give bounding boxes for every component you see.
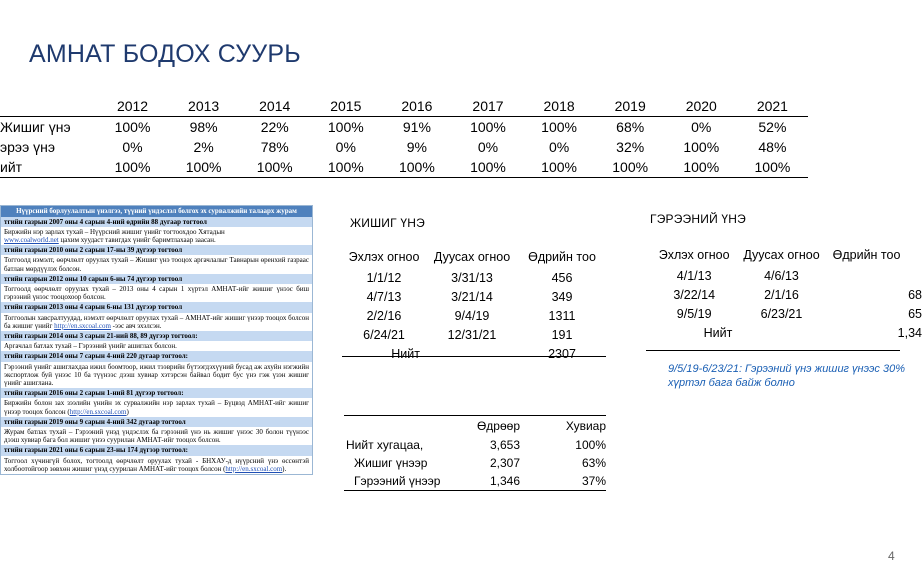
row-label: Жишиг үнээр <box>354 456 428 470</box>
legal-sources-panel <box>0 205 313 475</box>
year-header: 2020 <box>666 96 737 117</box>
pct-cell: 100% <box>452 157 523 178</box>
source-link[interactable]: http://en.sxcoal.com <box>69 407 127 416</box>
year-header: 2017 <box>452 96 523 117</box>
start-date: 2/2/16 <box>366 308 402 323</box>
legal-text: Биржийн нэр зарлах тухай – Нүүрсний жишиг үнийг тогтоохдоо Хятадын <box>4 227 225 236</box>
day-count <box>827 266 922 285</box>
pct-cell: 2% <box>193 139 214 155</box>
year-header: 2019 <box>595 96 666 117</box>
pct-cell: 0% <box>548 139 570 155</box>
year-header: 2016 <box>381 96 452 117</box>
source-link[interactable]: http://en.sxcoal.com <box>225 464 283 473</box>
table-row <box>342 306 606 325</box>
year-header: 2015 <box>310 96 381 117</box>
pct-cell: 68% <box>616 119 645 135</box>
table-row <box>342 287 606 306</box>
corner-cell <box>344 416 444 437</box>
total-label: Нийт <box>391 346 420 361</box>
pct-cell: 100% <box>97 157 168 178</box>
day-count: 68 <box>908 287 922 302</box>
legal-section-title: тгийн газрын 2007 оны 4 сарын 4-ний өдрийн 88 дугаар тогтоол <box>1 217 312 227</box>
gereenii-periods-table <box>652 244 922 342</box>
day-count: 1311 <box>548 308 576 323</box>
pct-cell: 37% <box>520 472 606 491</box>
legal-panel-header: Нүүрсний борлуулалтын үнэлгээ, түүний үндэслэл болгох эх сурвалжийн талаарх журам <box>1 206 312 217</box>
gereenii-bottom-rule <box>646 350 900 351</box>
table-row <box>344 472 606 491</box>
legal-section <box>1 274 312 303</box>
end-date: 12/31/21 <box>447 327 497 342</box>
legal-section-body: Тоггоолд нэмэлт, өөрчлөлт оруулах тухай – Жишиг үнэ тооцох аргачлалыг Тавнарын өренхий газраас батлан мөрдүүлэх болсон. <box>4 256 309 273</box>
table-row <box>0 137 808 157</box>
column-header: Өдрийн тоо <box>832 248 901 262</box>
row-label: Гэрээний үнээр <box>344 472 444 491</box>
empty-cell <box>736 323 826 342</box>
total-days: 2307 <box>548 346 576 361</box>
pct-cell: 22% <box>260 119 289 135</box>
legal-section-body: Аргачлал батлах тухай – Гэрээний үнийг ашиглах болсон. <box>4 342 177 351</box>
pct-cell: 100% <box>381 157 452 178</box>
legal-section-title: тгийн газрын 2014 оны 7 сарын 4-ний 220 дугаар тогтоол: <box>1 351 312 361</box>
start-date: 3/22/14 <box>673 287 716 302</box>
table-row <box>344 436 606 454</box>
day-count: 65 <box>908 306 922 321</box>
start-date: 6/24/21 <box>363 327 405 342</box>
gereenii-heading: ГЭРЭЭНИЙ ҮНЭ <box>650 212 746 226</box>
day-count: 349 <box>551 289 573 304</box>
day-count: 191 <box>551 327 573 342</box>
share-by-year-table <box>0 96 808 178</box>
legal-section <box>1 445 312 474</box>
end-date: 6/23/21 <box>760 306 803 321</box>
legal-section <box>1 331 312 351</box>
contract-price-note: 9/5/19-6/23/21: Гэрээний үнэ жишиг үнээс 30% хүртэл бага байж болно <box>668 363 905 389</box>
year-header: 2021 <box>737 96 808 117</box>
zhishig-bottom-rule <box>342 356 606 357</box>
legal-section <box>1 417 312 446</box>
pct-cell: 0% <box>477 139 499 155</box>
legal-section <box>1 245 312 274</box>
legal-text: -ээс авч эхэлсэн. <box>110 321 162 330</box>
legal-section-title: тгийн газрын 2010 оны 2 сарын 17-ны 39 дүгээр тогтоол <box>1 245 312 255</box>
pct-cell: 100% <box>595 157 666 178</box>
end-date: 3/21/14 <box>451 289 493 304</box>
end-date: 9/4/19 <box>454 308 490 323</box>
start-date: 4/1/13 <box>676 268 712 283</box>
empty-cell <box>426 344 518 363</box>
legal-section <box>1 388 312 417</box>
corner-cell <box>0 96 97 117</box>
column-header: Эхлэх огноо <box>348 250 420 264</box>
pct-cell: 0% <box>335 139 356 155</box>
legal-text: Биржийн болон зах зээлийн үнийн эх сурвалжийн нэр зарлах тухай – Бүцвэд АМНАТ-ийг жишиг үнээр тооцох болсон ( <box>4 399 309 416</box>
end-date: 3/31/13 <box>451 270 493 285</box>
days-cell: 1,346 <box>444 472 520 491</box>
table-row <box>342 325 606 344</box>
column-header: Өдрөөр <box>444 416 520 437</box>
legal-section-body: Тоггоолд өөрчлөлт оруулах тухай – 2013 оны 4 сарын 1 хүртэл АМНАТ-ийг жишиг үнээс биш гэрээний үнээс тооцохоор болсон. <box>4 284 309 302</box>
table-row <box>344 454 606 472</box>
year-header-row <box>0 96 808 117</box>
pct-cell: 100% <box>737 157 808 178</box>
row-label: Нийт хугацаа, <box>346 438 424 452</box>
pct-cell: 100% <box>575 438 606 452</box>
row-label: эрээ үнэ <box>0 139 55 155</box>
legal-text: цахим хуудаст тавигдах үнийг баримтлахаар заасан. <box>58 235 216 244</box>
legal-section-body <box>1 456 312 474</box>
pct-cell: 9% <box>406 139 427 155</box>
pct-cell: 100% <box>470 119 506 135</box>
pct-cell: 100% <box>168 157 239 178</box>
pct-cell: 100% <box>239 157 310 178</box>
legal-section-title: тгийн газрын 2014 оны 3 сарын 21-ний 88, 89 дүгээр тогтоол: <box>1 331 312 341</box>
pct-cell: 91% <box>402 119 431 135</box>
table-header-row <box>342 246 606 268</box>
row-label: Жишиг үнэ <box>0 119 71 135</box>
pct-cell: 100% <box>666 157 737 178</box>
legal-section-body <box>1 227 312 245</box>
year-header: 2013 <box>168 96 239 117</box>
legal-section-title: тгийн газрын 2016 оны 2 сарын 1-ний 81 дүгээр тогтоол: <box>1 388 312 398</box>
end-date: 2/1/16 <box>764 287 799 302</box>
start-date: 1/1/12 <box>366 270 402 285</box>
table-row <box>652 304 922 323</box>
zhishig-periods-table <box>342 246 606 363</box>
column-header: Дуусах огноо <box>743 248 820 262</box>
legal-text: ). <box>282 464 287 473</box>
day-count: 456 <box>551 270 573 285</box>
pct-cell: 0% <box>122 139 143 155</box>
pct-cell: 78% <box>260 139 289 155</box>
legal-section <box>1 217 312 246</box>
start-date: 9/5/19 <box>676 306 712 321</box>
row-label: ийт <box>0 157 97 178</box>
source-link[interactable]: http://en.sxcoal.com <box>54 321 111 330</box>
days-cell: 3,653 <box>489 438 520 452</box>
legal-section-body: Журам батлах тухай – Гэрээний үнэд үндэслэх ба гэрээний үнэ нь жишиг үнээс 30 болон түүнээс дээш хувиар бага бол жишиг үнээ суурилан АМНАТ-ийг тооцох болсон. <box>4 427 309 445</box>
pct-cell: 100% <box>683 139 720 155</box>
legal-section-title: тгийн газрын 2012 оны 10 сарын 6-ны 74 дүгээр тогтоол <box>1 274 312 284</box>
year-header: 2012 <box>97 96 168 117</box>
pct-cell: 48% <box>758 139 787 155</box>
legal-section-title: тгийн газрын 2013 оны 4 сарын 6-ны 131 дүгээр тогтоол <box>1 302 312 312</box>
column-header: Эхлэх огноо <box>658 248 730 262</box>
pct-cell: 98% <box>189 119 218 135</box>
table-header-row <box>652 244 922 266</box>
year-header: 2014 <box>239 96 310 117</box>
page-number: 4 <box>888 549 895 563</box>
zhishig-heading: ЖИШИГ ҮНЭ <box>350 216 425 230</box>
legal-section-title: тгийн газрын 2021 оны 6 сарын 23-ны 174 дүгээр тогтоол: <box>1 445 312 455</box>
table-row <box>342 268 606 287</box>
start-date: 4/7/13 <box>366 289 402 304</box>
legal-section-body <box>1 398 312 416</box>
pct-cell: 52% <box>758 119 787 135</box>
table-header-row <box>344 416 606 437</box>
total-days: 1,34 <box>897 325 922 340</box>
pct-cell: 32% <box>616 139 645 155</box>
table-row <box>0 157 808 178</box>
total-label: Нийт <box>703 325 733 340</box>
column-header: Хувиар <box>520 416 606 437</box>
pct-cell: 63% <box>581 456 606 470</box>
total-row <box>652 323 922 342</box>
pct-cell: 100% <box>541 119 577 135</box>
table-row <box>0 117 808 138</box>
column-header: Дуусах огноо <box>433 250 511 264</box>
pct-cell: 100% <box>310 157 381 178</box>
pct-cell: 0% <box>691 119 712 135</box>
end-date: 4/6/13 <box>764 268 799 283</box>
legal-section <box>1 302 312 331</box>
pct-cell: 100% <box>524 157 595 178</box>
legal-text: ) <box>126 407 129 416</box>
legal-text: Тоггоол хүчингүй болох, тогтоолд өөрчлөлт оруулах тухай - БНХАУ-д нүүрсний үнэ өссөнтэй холбоотойгоор зөвхөн жишиг үнэд суурилан АМНАТ-ийг тооцох болсон ( <box>4 456 309 473</box>
legal-section-title: тгийн газрын 2019 оны 9 сарын 4-ний 342 дугаар тогтоол <box>1 417 312 427</box>
year-header: 2018 <box>524 96 595 117</box>
source-link[interactable]: www.coalworld.net <box>4 235 59 244</box>
legal-section-body <box>1 313 312 331</box>
total-row <box>342 344 606 363</box>
legal-text: Тоггоолын хавсралтуудад, нэмэлт өөрчлөлт оруулах тухай – АМНАТ-ийг жишиг үнээр тооцох болсон ба жишиг үнийг <box>4 313 309 330</box>
pct-cell: 100% <box>114 119 151 135</box>
table-row <box>652 285 922 304</box>
legal-section-body: Гэрээний үнийг ашиглахдаа ижил боомтоор, ижил тээврийн бүтээгдэхүүний бусад аж ахуйн нэгжийн экспортлож буй үнээс 10 ба түүнээс дээш хувиар хэтэрсэн байвал бодит бус үнэ гэж үзэн жишиг үнийг ашиглана. <box>4 362 309 387</box>
summary-table <box>344 415 606 491</box>
column-header: Өдрийн тоо <box>528 250 596 264</box>
legal-section <box>1 351 312 388</box>
table-row <box>652 266 922 285</box>
days-cell: 2,307 <box>489 456 520 470</box>
page-title: АМНАТ БОДОХ СУУРЬ <box>29 40 301 68</box>
pct-cell: 100% <box>327 119 364 135</box>
